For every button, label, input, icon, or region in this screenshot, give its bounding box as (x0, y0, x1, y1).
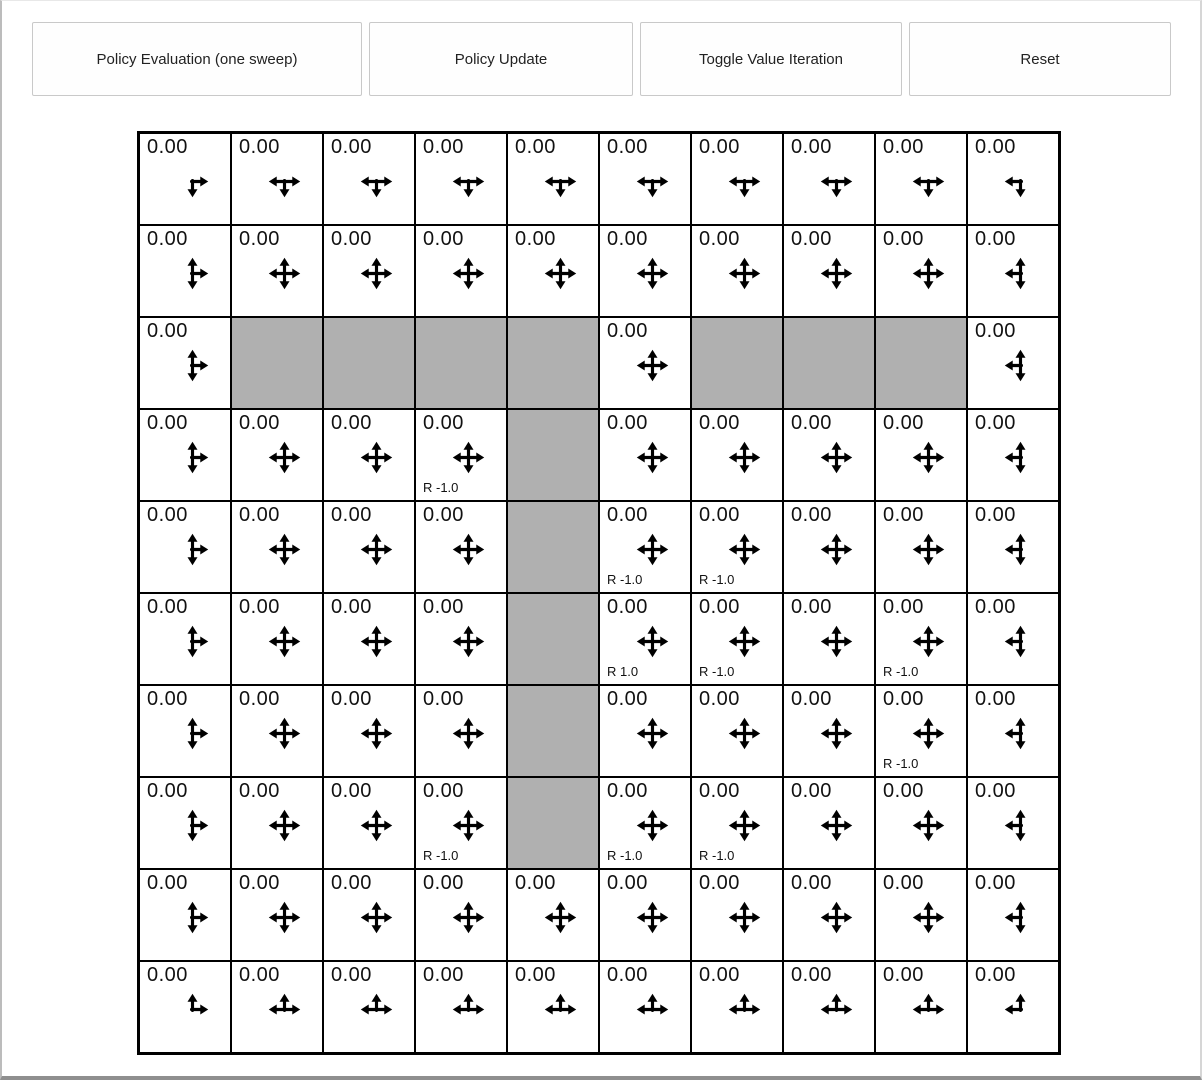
policy-arrows-icon (174, 439, 211, 476)
policy-arrows-icon (358, 715, 395, 752)
cell-value: 0.00 (791, 596, 832, 618)
cell-value: 0.00 (331, 688, 372, 710)
cell-value: 0.00 (423, 688, 464, 710)
cell-value: 0.00 (239, 136, 280, 158)
cell-value: 0.00 (883, 412, 924, 434)
grid-cell[interactable] (783, 593, 875, 685)
policy-arrows-icon (1002, 255, 1039, 292)
cell-value: 0.00 (791, 504, 832, 526)
cell-value: 0.00 (147, 964, 188, 986)
grid-cell-wall[interactable] (507, 685, 599, 777)
grid-cell[interactable] (875, 777, 967, 869)
policy-arrows-icon (266, 439, 303, 476)
policy-arrows-icon (818, 899, 855, 936)
cell-value: 0.00 (699, 780, 740, 802)
grid-cell[interactable] (599, 869, 691, 961)
policy-arrows-icon (818, 715, 855, 752)
policy-arrows-icon (634, 163, 671, 200)
policy-arrows-icon (818, 623, 855, 660)
grid-cell-wall[interactable] (415, 317, 507, 409)
policy-arrows-icon (174, 991, 211, 1028)
cell-value: 0.00 (607, 596, 648, 618)
cell-value: 0.00 (239, 228, 280, 250)
cell-reward: R -1.0 (699, 664, 735, 679)
policy-arrows-icon (266, 163, 303, 200)
grid-cell[interactable] (875, 869, 967, 961)
grid-cell[interactable] (507, 225, 599, 317)
cell-value: 0.00 (515, 872, 556, 894)
policy-arrows-icon (358, 899, 395, 936)
policy-arrows-icon (266, 715, 303, 752)
policy-arrows-icon (358, 991, 395, 1028)
cell-reward: R -1.0 (699, 572, 735, 587)
cell-value: 0.00 (883, 688, 924, 710)
policy-arrows-icon (450, 991, 487, 1028)
cell-value: 0.00 (791, 136, 832, 158)
cell-value: 0.00 (331, 504, 372, 526)
grid-cell[interactable] (507, 869, 599, 961)
cell-value: 0.00 (147, 780, 188, 802)
cell-reward: R -1.0 (607, 572, 643, 587)
grid-cell[interactable] (231, 869, 323, 961)
cell-value: 0.00 (975, 412, 1016, 434)
cell-value: 0.00 (975, 964, 1016, 986)
grid-cell[interactable] (323, 961, 415, 1053)
grid-cell-wall[interactable] (783, 317, 875, 409)
cell-reward: R -1.0 (423, 480, 459, 495)
cell-value: 0.00 (239, 688, 280, 710)
cell-value: 0.00 (699, 964, 740, 986)
cell-value: 0.00 (699, 136, 740, 158)
cell-value: 0.00 (699, 504, 740, 526)
cell-value: 0.00 (515, 136, 556, 158)
cell-value: 0.00 (975, 136, 1016, 158)
policy-arrows-icon (634, 623, 671, 660)
grid-cell[interactable] (875, 225, 967, 317)
grid-cell[interactable] (783, 409, 875, 501)
grid-cell[interactable] (323, 501, 415, 593)
policy-evaluation-button[interactable]: Policy Evaluation (one sweep) (32, 22, 362, 96)
cell-value: 0.00 (239, 504, 280, 526)
cell-value: 0.00 (791, 872, 832, 894)
grid-cell[interactable] (415, 685, 507, 777)
grid-cell[interactable] (967, 961, 1059, 1053)
grid-cell[interactable] (323, 593, 415, 685)
toggle-value-iteration-button[interactable]: Toggle Value Iteration (640, 22, 902, 96)
cell-value: 0.00 (423, 780, 464, 802)
grid-cell[interactable] (691, 501, 783, 593)
policy-arrows-icon (174, 807, 211, 844)
policy-arrows-icon (726, 163, 763, 200)
grid-cell[interactable] (967, 593, 1059, 685)
policy-arrows-icon (818, 807, 855, 844)
grid-cell[interactable] (231, 593, 323, 685)
grid-cell[interactable] (967, 133, 1059, 225)
policy-arrows-icon (358, 255, 395, 292)
policy-arrows-icon (634, 531, 671, 568)
cell-value: 0.00 (975, 320, 1016, 342)
policy-arrows-icon (726, 807, 763, 844)
grid-cell[interactable] (967, 225, 1059, 317)
cell-value: 0.00 (607, 412, 648, 434)
cell-value: 0.00 (883, 872, 924, 894)
grid-cell[interactable] (875, 409, 967, 501)
cell-reward: R -1.0 (883, 664, 919, 679)
grid-cell[interactable] (139, 225, 231, 317)
grid-cell[interactable] (599, 777, 691, 869)
grid-cell[interactable] (323, 777, 415, 869)
policy-arrows-icon (450, 531, 487, 568)
grid-cell[interactable] (875, 685, 967, 777)
cell-value: 0.00 (883, 780, 924, 802)
cell-value: 0.00 (331, 412, 372, 434)
cell-value: 0.00 (331, 136, 372, 158)
cell-value: 0.00 (515, 964, 556, 986)
policy-arrows-icon (542, 899, 579, 936)
grid-cell[interactable] (783, 961, 875, 1053)
policy-arrows-icon (450, 715, 487, 752)
cell-value: 0.00 (699, 596, 740, 618)
policy-arrows-icon (358, 623, 395, 660)
policy-arrows-icon (174, 347, 211, 384)
grid-cell[interactable] (875, 133, 967, 225)
cell-value: 0.00 (331, 780, 372, 802)
policy-arrows-icon (450, 623, 487, 660)
policy-arrows-icon (726, 255, 763, 292)
grid-cell[interactable] (967, 317, 1059, 409)
grid-cell[interactable] (691, 409, 783, 501)
grid-cell[interactable] (323, 685, 415, 777)
policy-arrows-icon (910, 807, 947, 844)
policy-arrows-icon (910, 899, 947, 936)
policy-arrows-icon (910, 623, 947, 660)
cell-value: 0.00 (239, 872, 280, 894)
cell-value: 0.00 (147, 596, 188, 618)
policy-arrows-icon (1002, 807, 1039, 844)
cell-value: 0.00 (607, 780, 648, 802)
policy-arrows-icon (266, 899, 303, 936)
grid-cell[interactable] (783, 133, 875, 225)
policy-arrows-icon (450, 899, 487, 936)
policy-arrows-icon (174, 531, 211, 568)
policy-arrows-icon (1002, 163, 1039, 200)
policy-arrows-icon (634, 439, 671, 476)
cell-value: 0.00 (147, 136, 188, 158)
grid-cell[interactable] (139, 961, 231, 1053)
grid-cell[interactable] (231, 777, 323, 869)
grid-cell[interactable] (139, 133, 231, 225)
cell-value: 0.00 (975, 872, 1016, 894)
cell-value: 0.00 (423, 964, 464, 986)
policy-arrows-icon (910, 163, 947, 200)
policy-arrows-icon (266, 255, 303, 292)
grid-cell[interactable] (599, 685, 691, 777)
cell-reward: R -1.0 (883, 756, 919, 771)
policy-arrows-icon (634, 715, 671, 752)
cell-value: 0.00 (975, 780, 1016, 802)
toolbar (32, 22, 1171, 96)
grid-cell[interactable] (323, 409, 415, 501)
policy-arrows-icon (450, 807, 487, 844)
grid-cell[interactable] (415, 225, 507, 317)
grid-cell[interactable] (415, 777, 507, 869)
cell-value: 0.00 (331, 228, 372, 250)
cell-value: 0.00 (239, 780, 280, 802)
grid-cell[interactable] (783, 685, 875, 777)
policy-arrows-icon (818, 531, 855, 568)
policy-arrows-icon (726, 991, 763, 1028)
grid-cell-wall[interactable] (507, 593, 599, 685)
cell-value: 0.00 (147, 228, 188, 250)
grid-cell-wall[interactable] (507, 777, 599, 869)
policy-arrows-icon (266, 807, 303, 844)
policy-arrows-icon (358, 163, 395, 200)
cell-value: 0.00 (147, 872, 188, 894)
cell-value: 0.00 (607, 504, 648, 526)
cell-value: 0.00 (699, 412, 740, 434)
cell-value: 0.00 (331, 964, 372, 986)
grid-cell[interactable] (691, 685, 783, 777)
policy-update-button[interactable]: Policy Update (369, 22, 633, 96)
policy-arrows-icon (726, 899, 763, 936)
cell-reward: R -1.0 (699, 848, 735, 863)
cell-value: 0.00 (423, 872, 464, 894)
cell-value: 0.00 (791, 412, 832, 434)
cell-value: 0.00 (975, 688, 1016, 710)
grid-cell[interactable] (967, 777, 1059, 869)
grid-cell[interactable] (323, 133, 415, 225)
policy-arrows-icon (910, 991, 947, 1028)
policy-arrows-icon (1002, 899, 1039, 936)
grid-cell[interactable] (415, 961, 507, 1053)
policy-arrows-icon (450, 255, 487, 292)
grid-cell[interactable] (599, 317, 691, 409)
policy-arrows-icon (542, 991, 579, 1028)
policy-arrows-icon (174, 163, 211, 200)
policy-arrows-icon (910, 531, 947, 568)
policy-arrows-icon (450, 439, 487, 476)
policy-arrows-icon (818, 163, 855, 200)
policy-arrows-icon (634, 807, 671, 844)
grid-cell[interactable] (231, 685, 323, 777)
grid-cell[interactable] (139, 685, 231, 777)
cell-value: 0.00 (699, 228, 740, 250)
policy-arrows-icon (634, 347, 671, 384)
grid-cell[interactable] (783, 225, 875, 317)
cell-value: 0.00 (423, 228, 464, 250)
policy-arrows-icon (266, 623, 303, 660)
policy-arrows-icon (818, 255, 855, 292)
grid-cell[interactable] (139, 593, 231, 685)
policy-arrows-icon (818, 439, 855, 476)
grid-cell[interactable] (139, 777, 231, 869)
grid-cell[interactable] (783, 501, 875, 593)
grid-cell[interactable] (231, 961, 323, 1053)
grid-cell[interactable] (691, 225, 783, 317)
grid-cell-wall[interactable] (875, 317, 967, 409)
policy-arrows-icon (358, 531, 395, 568)
grid-cell[interactable] (507, 961, 599, 1053)
grid-cell[interactable] (139, 317, 231, 409)
policy-arrows-icon (266, 531, 303, 568)
policy-arrows-icon (358, 439, 395, 476)
policy-arrows-icon (634, 255, 671, 292)
grid-cell[interactable] (599, 133, 691, 225)
cell-value: 0.00 (147, 320, 188, 342)
policy-arrows-icon (634, 899, 671, 936)
grid-cell[interactable] (967, 501, 1059, 593)
cell-value: 0.00 (607, 688, 648, 710)
grid-cell[interactable] (691, 777, 783, 869)
cell-value: 0.00 (331, 872, 372, 894)
policy-arrows-icon (910, 255, 947, 292)
grid-cell[interactable] (599, 409, 691, 501)
cell-value: 0.00 (883, 964, 924, 986)
grid-cell[interactable] (783, 869, 875, 961)
cell-value: 0.00 (239, 412, 280, 434)
cell-value: 0.00 (791, 780, 832, 802)
policy-arrows-icon (726, 439, 763, 476)
policy-arrows-icon (358, 807, 395, 844)
policy-arrows-icon (818, 991, 855, 1028)
grid-cell-wall[interactable] (231, 317, 323, 409)
grid-cell[interactable] (415, 869, 507, 961)
grid-cell[interactable] (691, 869, 783, 961)
policy-arrows-icon (1002, 439, 1039, 476)
grid-cell[interactable] (323, 869, 415, 961)
cell-value: 0.00 (423, 596, 464, 618)
grid-cell[interactable] (139, 869, 231, 961)
cell-value: 0.00 (607, 136, 648, 158)
cell-value: 0.00 (975, 504, 1016, 526)
cell-value: 0.00 (423, 412, 464, 434)
grid-cell[interactable] (599, 593, 691, 685)
cell-value: 0.00 (699, 688, 740, 710)
grid-cell[interactable] (507, 133, 599, 225)
grid-cell[interactable] (875, 593, 967, 685)
policy-arrows-icon (174, 715, 211, 752)
grid-cell-wall[interactable] (507, 409, 599, 501)
policy-arrows-icon (1002, 531, 1039, 568)
grid-cell[interactable] (599, 225, 691, 317)
grid-cell[interactable] (415, 409, 507, 501)
cell-value: 0.00 (883, 136, 924, 158)
cell-reward: R -1.0 (607, 848, 643, 863)
cell-value: 0.00 (883, 228, 924, 250)
cell-value: 0.00 (607, 320, 648, 342)
cell-value: 0.00 (883, 504, 924, 526)
cell-value: 0.00 (147, 688, 188, 710)
grid-cell-wall[interactable] (323, 317, 415, 409)
cell-value: 0.00 (975, 596, 1016, 618)
cell-value: 0.00 (607, 228, 648, 250)
grid-cell[interactable] (875, 501, 967, 593)
grid-cell[interactable] (599, 961, 691, 1053)
grid-cell[interactable] (691, 133, 783, 225)
gridworld-grid (137, 131, 1061, 1055)
grid-cell[interactable] (967, 409, 1059, 501)
grid-cell[interactable] (691, 961, 783, 1053)
cell-value: 0.00 (147, 412, 188, 434)
policy-arrows-icon (726, 715, 763, 752)
cell-value: 0.00 (147, 504, 188, 526)
policy-arrows-icon (910, 439, 947, 476)
policy-arrows-icon (1002, 347, 1039, 384)
grid-cell[interactable] (231, 225, 323, 317)
policy-arrows-icon (174, 255, 211, 292)
policy-arrows-icon (726, 623, 763, 660)
cell-value: 0.00 (791, 964, 832, 986)
cell-value: 0.00 (975, 228, 1016, 250)
grid-cell[interactable] (139, 501, 231, 593)
policy-arrows-icon (542, 255, 579, 292)
policy-arrows-icon (1002, 991, 1039, 1028)
grid-cell[interactable] (875, 961, 967, 1053)
grid-cell[interactable] (231, 409, 323, 501)
cell-value: 0.00 (699, 872, 740, 894)
grid-cell[interactable] (139, 409, 231, 501)
grid-cell[interactable] (691, 593, 783, 685)
policy-arrows-icon (634, 991, 671, 1028)
cell-value: 0.00 (607, 964, 648, 986)
grid-cell[interactable] (323, 225, 415, 317)
grid-cell[interactable] (599, 501, 691, 593)
policy-arrows-icon (542, 163, 579, 200)
cell-value: 0.00 (331, 596, 372, 618)
policy-arrows-icon (1002, 623, 1039, 660)
cell-value: 0.00 (239, 596, 280, 618)
cell-value: 0.00 (883, 596, 924, 618)
grid-cell[interactable] (231, 133, 323, 225)
grid-cell[interactable] (415, 501, 507, 593)
grid-cell[interactable] (967, 869, 1059, 961)
policy-arrows-icon (174, 623, 211, 660)
grid-cell[interactable] (231, 501, 323, 593)
cell-value: 0.00 (791, 688, 832, 710)
cell-value: 0.00 (607, 872, 648, 894)
reset-button[interactable]: Reset (909, 22, 1171, 96)
cell-value: 0.00 (239, 964, 280, 986)
grid-cell-wall[interactable] (507, 317, 599, 409)
grid-cell[interactable] (783, 777, 875, 869)
cell-reward: R 1.0 (607, 664, 639, 679)
cell-value: 0.00 (423, 136, 464, 158)
grid-cell[interactable] (415, 133, 507, 225)
cell-value: 0.00 (515, 228, 556, 250)
cell-value: 0.00 (423, 504, 464, 526)
policy-arrows-icon (266, 991, 303, 1028)
grid-cell[interactable] (967, 685, 1059, 777)
cell-reward: R -1.0 (423, 848, 459, 863)
cell-value: 0.00 (791, 228, 832, 250)
policy-arrows-icon (726, 531, 763, 568)
policy-arrows-icon (174, 899, 211, 936)
grid-cell[interactable] (415, 593, 507, 685)
grid-cell-wall[interactable] (507, 501, 599, 593)
policy-arrows-icon (450, 163, 487, 200)
policy-arrows-icon (1002, 715, 1039, 752)
grid-cell-wall[interactable] (691, 317, 783, 409)
policy-arrows-icon (910, 715, 947, 752)
